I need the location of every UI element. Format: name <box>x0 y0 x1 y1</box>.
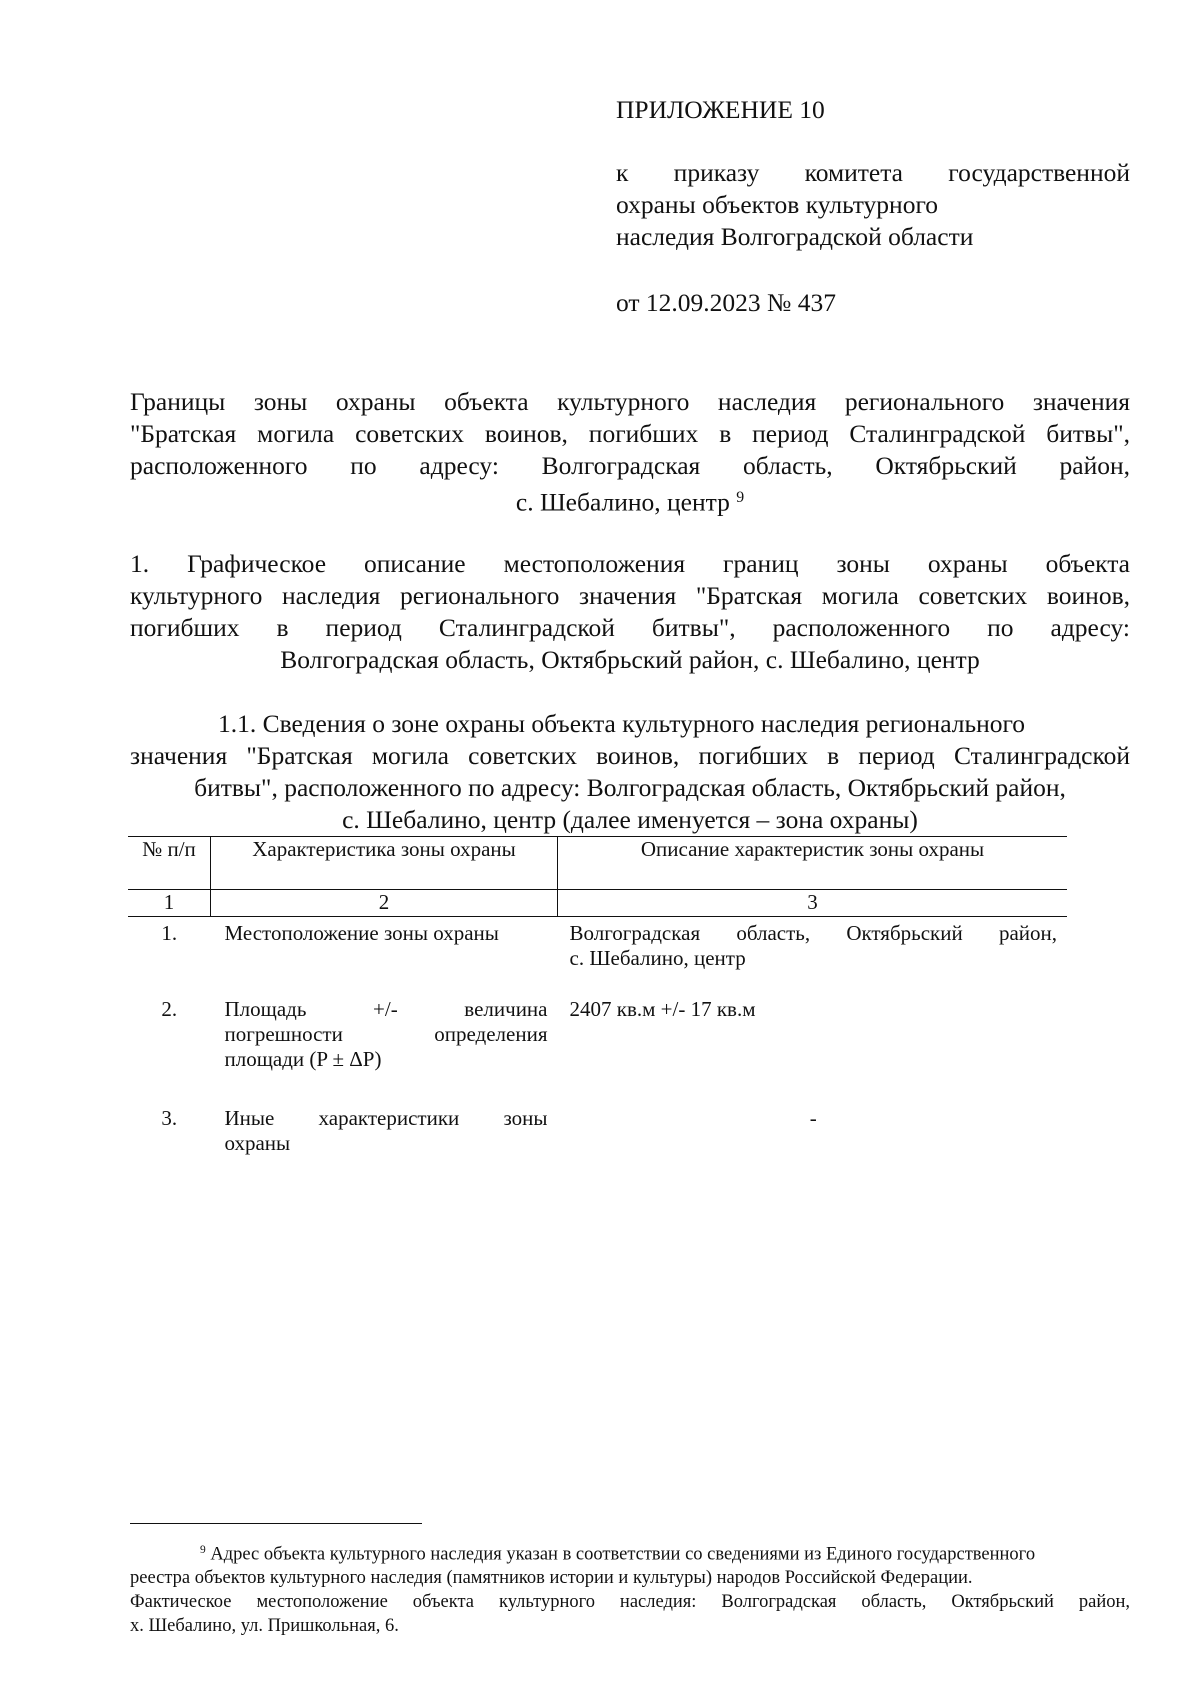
section-line: Волгоградская область, Октябрьский район, с. Шебалино, центр <box>280 645 980 674</box>
row-characteristic <box>211 917 558 972</box>
value-line: Волгоградская область, Октябрьский район, <box>569 921 1057 945</box>
section-line: культурного наследия регионального значения "Братская могила советских воинов, <box>130 581 1130 610</box>
appendix-order-reference <box>616 157 1130 253</box>
footnote-separator <box>130 1523 422 1524</box>
characteristic-line: охраны <box>224 1131 291 1155</box>
table-column-numbers-row <box>128 890 1067 917</box>
row-value <box>558 1072 1068 1156</box>
document-heading <box>130 386 1130 519</box>
header-number: № п/п <box>128 837 211 890</box>
characteristic-line: Площадь +/- величина <box>224 997 548 1021</box>
column-number: 1 <box>128 890 211 917</box>
footnote <box>130 1538 1130 1638</box>
characteristic-line: Иные характеристики зоны <box>224 1106 548 1130</box>
table-row <box>128 917 1067 972</box>
value-line: - <box>809 1106 817 1130</box>
header-characteristic: Характеристика зоны охраны <box>211 837 558 890</box>
footnote-line: реестра объектов культурного наследия (памятников истории и культуры) народов Российской Федерации. <box>130 1568 973 1589</box>
characteristic-line: погрешности определения <box>224 1022 548 1046</box>
row-value <box>558 971 1068 1072</box>
appendix-order-line: наследия Волгоградской области <box>616 222 974 251</box>
value-line: 2407 кв.м +/- 17 кв.м <box>569 997 756 1021</box>
section-1-title <box>130 548 1130 676</box>
subsection-line: с. Шебалино, центр (далее именуется – зона охраны) <box>342 805 918 834</box>
row-characteristic <box>211 1072 558 1156</box>
footnote-line: х. Шебалино, ул. Пришкольная, 6. <box>130 1616 399 1637</box>
column-number: 3 <box>558 890 1068 917</box>
subsection-line: значения "Братская могила советских воинов, погибших в период Сталинградской <box>130 741 1130 770</box>
row-number: 3. <box>161 1106 178 1130</box>
zone-characteristics-table <box>128 836 1067 1156</box>
subsection-line: 1.1. Сведения о зоне охраны объекта культурного наследия регионального <box>218 709 1026 738</box>
row-value <box>558 917 1068 972</box>
value-line: с. Шебалино, центр <box>569 946 746 970</box>
heading-line: расположенного по адресу: Волгоградская область, Октябрьский район, <box>130 451 1130 480</box>
footnote-line <box>130 1538 1130 1566</box>
characteristic-line: Местоположение зоны охраны <box>224 921 499 945</box>
table-header-row <box>128 837 1067 890</box>
heading-line: с. Шебалино, центр <box>515 487 730 517</box>
subsection-line: битвы", расположенного по адресу: Волгоградская область, Октябрьский район, <box>194 773 1066 802</box>
heading-last-line <box>130 482 1130 519</box>
appendix-order-line: к приказу комитета государственной <box>616 158 1130 187</box>
footnote-line: Фактическое местоположение объекта культурного наследия: Волгоградская область, Октябрьский район, <box>130 1592 1130 1613</box>
appendix-title: ПРИЛОЖЕНИЕ 10 <box>616 95 825 124</box>
subsection-1-1-title <box>130 708 1130 836</box>
table-row <box>128 971 1067 1072</box>
header-description: Описание характеристик зоны охраны <box>558 837 1068 890</box>
footnote-reference[interactable]: 9 <box>736 489 745 506</box>
row-characteristic <box>211 971 558 1072</box>
appendix-order-line: охраны объектов культурного <box>616 190 939 219</box>
row-number: 1. <box>161 921 178 945</box>
heading-line: Границы зоны охраны объекта культурного наследия регионального значения <box>130 387 1130 416</box>
column-number: 2 <box>211 890 558 917</box>
footnote-text: Адрес объекта культурного наследия указан в соответствии со сведениями из Единого государственного <box>210 1544 1036 1565</box>
characteristic-line: площади (P ± ΔP) <box>224 1047 382 1071</box>
heading-line: "Братская могила советских воинов, погибших в период Сталинградской битвы", <box>130 419 1130 448</box>
footnote-mark: 9 <box>200 1544 206 1556</box>
section-line: 1. Графическое описание местоположения границ зоны охраны объекта <box>130 549 1130 578</box>
row-number: 2. <box>161 997 178 1021</box>
appendix-date: от 12.09.2023 № 437 <box>616 288 837 317</box>
table-row <box>128 1072 1067 1156</box>
section-line: погибших в период Сталинградской битвы", расположенного по адресу: <box>130 613 1130 642</box>
